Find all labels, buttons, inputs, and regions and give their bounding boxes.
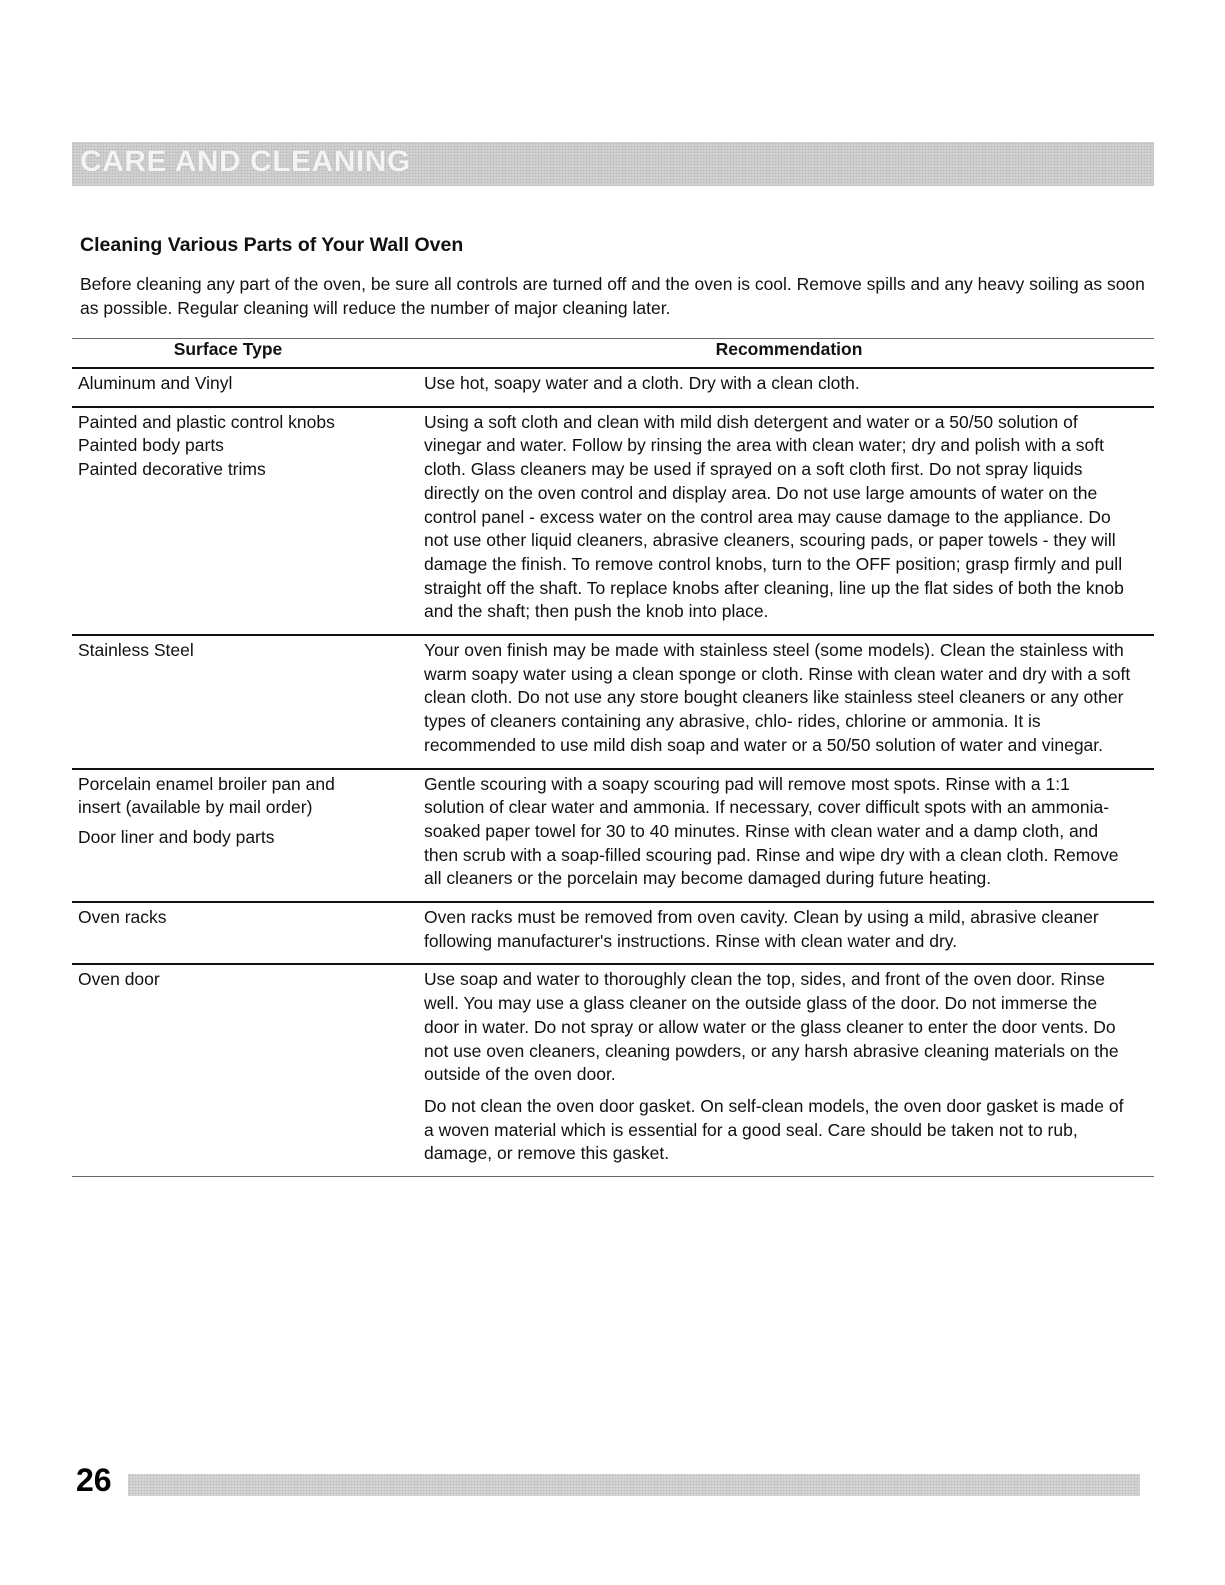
banner-title: CARE AND CLEANING	[80, 145, 411, 178]
recommendation-text: Using a soft cloth and clean with mild dish detergent and water or a 50/50 solution of vinegar and water. Follow by rinsing the area with clean water; dry and polish with a soft cloth. Glass cleaners may be used if sprayed on a soft cloth first. Do not spray liquids directly on the oven control and display area. Do not use large amounts of water on the control panel - excess water on the control area may cause damage to the appliance. Do not use other liquid cleaners, abrasive cleaners, scouring pads, or paper towels - they will damage the finish. To remove control knobs, turn to the OFF position; grasp firmly and pull straight off the shaft. To replace knobs after cleaning, line up the flat sides of both the knob and the shaft; then push the knob into place.	[424, 411, 1124, 622]
surface-name: Door liner and body parts	[78, 826, 275, 847]
surface-cell	[72, 769, 424, 903]
surface-name: Painted decorative trims	[78, 459, 266, 480]
surface-name: Oven racks	[78, 907, 167, 928]
recommendation-cell	[424, 368, 1154, 407]
surface-cell	[72, 635, 424, 769]
table-row	[72, 769, 1154, 903]
section-heading: Cleaning Various Parts of Your Wall Oven	[80, 234, 464, 256]
footer-bar	[128, 1474, 1140, 1496]
recommendation-text: Do not clean the oven door gasket. On self-clean models, the oven door gasket is made of a woven material which is essential for a good seal. Care should be taken not to rub, damage, or remove this gasket.	[424, 1095, 1124, 1164]
recommendation-header: Recommendation	[424, 339, 1154, 369]
recommendation-text: Use soap and water to thoroughly clean the top, sides, and front of the oven door. Rinse well. You may use a glass cleaner on the outside glass of the door. Do not immerse the door in water. Do not spray or allow water or the glass cleaner to enter the door vents. Do not use oven cleaners, cleaning powders, or any harsh abrasive cleaning materials on the outside of the oven door.	[424, 969, 1119, 1085]
table-header-row	[72, 339, 1154, 369]
recommendation-cell	[424, 964, 1154, 1176]
table-row	[72, 368, 1154, 407]
table-row	[72, 902, 1154, 964]
table-row	[72, 407, 1154, 635]
surface-type-header: Surface Type	[72, 339, 424, 369]
surface-name: Painted and plastic control knobs	[78, 411, 335, 432]
surface-cell	[72, 407, 424, 635]
recommendation-text: Your oven finish may be made with stainless steel (some models). Clean the stainless with warm soapy water using a clean sponge or cloth. Rinse with clean water and dry with a soft clean cloth. Do not use any store bought cleaners like stainless steel cleaners or any other types of cleaners containing any abrasive, chlo- rides, chlorine or ammonia. It is recommended to use mild dish soap and water or a 50/50 solution of water and vinegar.	[424, 640, 1131, 755]
surface-name: Porcelain enamel broiler pan and insert (available by mail order)	[78, 773, 335, 818]
surface-name: Stainless Steel	[78, 640, 194, 661]
surface-name: Oven door	[78, 969, 160, 990]
surface-name: Aluminum and Vinyl	[78, 373, 233, 393]
section-banner	[72, 142, 1154, 186]
table-row	[72, 635, 1154, 769]
table-row	[72, 964, 1154, 1176]
recommendation-cell	[424, 407, 1154, 635]
recommendation-cell	[424, 902, 1154, 964]
recommendation-cell	[424, 769, 1154, 903]
page-number: 26	[76, 1462, 112, 1498]
surface-cell	[72, 902, 424, 964]
recommendation-text: Gentle scouring with a soapy scouring pad will remove most spots. Rinse with a 1:1 solution of clear water and ammonia. If necessary, cover difficult spots with an ammonia-soaked paper towel for 30 to 40 minutes. Rinse with clean water and a damp cloth, and then scrub with a soap-filled scouring pad. Rinse and wipe dry with a clean cloth. Remove all cleaners or the porcelain may become damaged during future heating.	[424, 773, 1119, 889]
recommendation-cell	[424, 635, 1154, 769]
cleaning-table	[72, 338, 1154, 1177]
intro-paragraph: Before cleaning any part of the oven, be sure all controls are turned off and the oven is cool. Remove spills and any heavy soiling as soon as possible. Regular cleaning will reduce the number of major cleaning later.	[80, 274, 1145, 318]
surface-cell	[72, 368, 424, 407]
recommendation-text: Use hot, soapy water and a cloth. Dry with a clean cloth.	[424, 373, 860, 393]
surface-cell	[72, 964, 424, 1176]
recommendation-text: Oven racks must be removed from oven cavity. Clean by using a mild, abrasive cleaner following manufacturer's instructions. Rinse with clean water and dry.	[424, 907, 1099, 951]
surface-name: Painted body parts	[78, 435, 224, 456]
